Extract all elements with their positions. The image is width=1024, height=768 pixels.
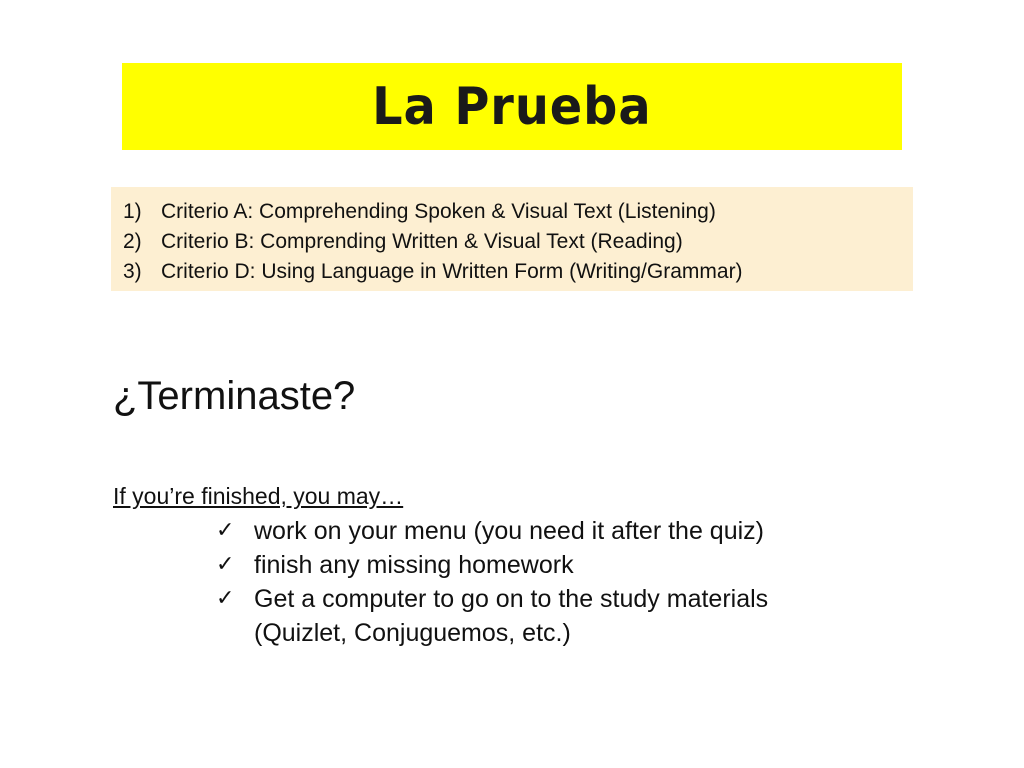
criteria-text: Criterio D: Using Language in Written Form (Writing/Grammar) — [161, 260, 743, 283]
criteria-box — [111, 187, 913, 291]
intro-text: If you’re finished, you may… — [113, 483, 404, 509]
criteria-number: 1) — [123, 200, 142, 223]
checkmark-icon: ✓ — [216, 518, 235, 543]
criteria-text: Criterio B: Comprending Written & Visual Text (Reading) — [161, 230, 683, 253]
checkmark-icon: ✓ — [216, 552, 235, 577]
criteria-item — [111, 257, 913, 287]
option-item — [212, 514, 932, 548]
options-list — [212, 514, 932, 650]
criteria-number: 3) — [123, 260, 142, 283]
criteria-item — [111, 197, 913, 227]
criteria-list — [111, 197, 913, 287]
checkmark-icon: ✓ — [216, 586, 235, 611]
criteria-text: Criterio A: Comprehending Spoken & Visual Text (Listening) — [161, 200, 716, 223]
slide-title: La Prueba — [372, 76, 652, 137]
option-item — [212, 582, 932, 650]
option-text-continued: (Quizlet, Conjuguemos, etc.) — [254, 619, 571, 647]
title-banner — [122, 63, 902, 150]
criteria-item — [111, 227, 913, 257]
option-text: work on your menu (you need it after the quiz) — [254, 517, 764, 545]
criteria-number: 2) — [123, 230, 142, 253]
option-text: finish any missing homework — [254, 551, 574, 579]
section-heading: ¿Terminaste? — [113, 374, 356, 418]
option-item — [212, 548, 932, 582]
option-text: Get a computer to go on to the study materials — [254, 585, 769, 613]
